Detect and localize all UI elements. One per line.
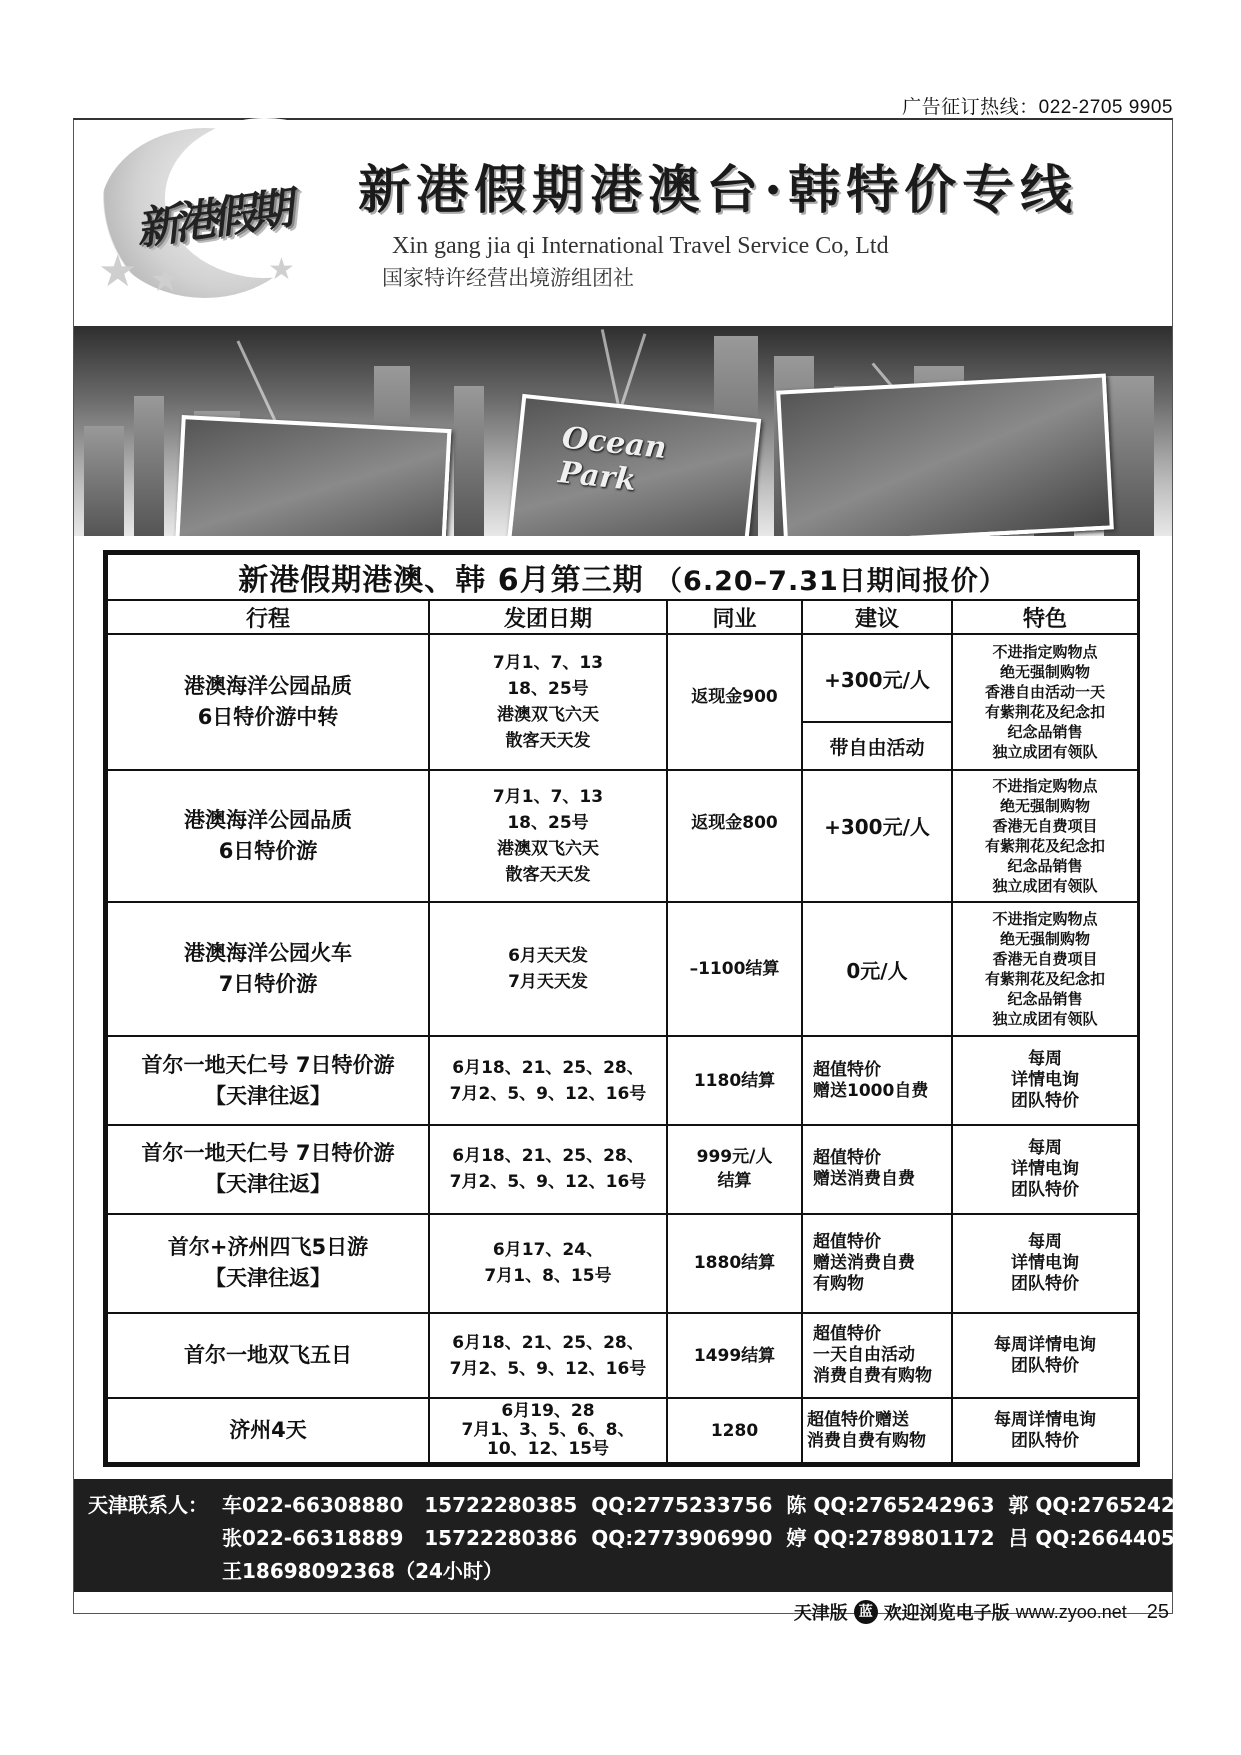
table-row <box>107 770 1138 902</box>
contact-label: 天津联系人： <box>88 1493 208 1517</box>
contact-line: 张022-66318889 15722280386 QQ:2773906990 婷 QQ:2789801172 吕 QQ:2664405498 <box>222 1526 1217 1550</box>
dates-cell: 6月18、21、25、28、 7月2、5、9、12、16号 <box>429 1036 667 1125</box>
table-row <box>107 1398 1138 1463</box>
col-header-dates: 发团日期 <box>429 600 667 633</box>
route-cell: 首尔一地天仁号 7日特价游 【天津往返】 <box>107 1036 429 1125</box>
table-row <box>107 1214 1138 1313</box>
table-row <box>107 1036 1138 1125</box>
price-cell: 1880结算 <box>667 1214 802 1313</box>
table-row <box>107 1125 1138 1214</box>
contact-line: 车022-66308880 15722280385 QQ:2775233756 陈 QQ:2765242963 郭 QQ:2765242963 <box>222 1493 1217 1517</box>
page-title: 新港假期港澳台·韩特价专线 <box>358 160 1079 221</box>
col-header-trade-price: 同业 <box>667 600 802 633</box>
price-cell: 1280 <box>667 1398 802 1463</box>
star-icon: ★ <box>150 260 181 300</box>
ocean-park-ride-photo <box>175 415 452 536</box>
table-row <box>107 902 1138 1036</box>
dates-cell: 6月天天发 7月天天发 <box>429 902 667 1036</box>
website-link[interactable]: www.zyoo.net <box>1015 1601 1127 1622</box>
col-header-features: 特色 <box>952 600 1138 633</box>
suggest-cell: 超值特价 一天自由活动 消费自费有购物 <box>802 1313 952 1399</box>
company-name-en: Xin gang jia qi International Travel Service Co, Ltd <box>392 233 889 259</box>
company-logo <box>80 128 360 308</box>
suggest-cell: +300元/人 <box>802 634 952 723</box>
suggest-cell: 超值特价 赠送1000自费 <box>802 1036 952 1125</box>
logo-text: 新港假期 <box>132 183 291 256</box>
dates-cell: 7月1、7、13 18、25号 港澳双飞六天 散客天天发 <box>429 634 667 770</box>
route-cell: 首尔一地双飞五日 <box>107 1313 429 1399</box>
suggest-cell: 超值特价赠送 消费自费有购物 <box>802 1398 952 1463</box>
table-row <box>107 1313 1138 1399</box>
col-header-suggest: 建议 <box>802 600 952 633</box>
edition-label: 天津版 <box>793 1603 848 1624</box>
table-row <box>107 634 1138 723</box>
dates-cell: 6月17、24、 7月1、8、15号 <box>429 1214 667 1313</box>
features-cell: 每周 详情电询 团队特价 <box>952 1214 1138 1313</box>
star-icon: ★ <box>98 246 138 297</box>
features-cell: 每周详情电询 团队特价 <box>952 1313 1138 1399</box>
suggest-extra-cell: 带自由活动 <box>802 722 952 769</box>
route-cell: 首尔一地天仁号 7日特价游 【天津往返】 <box>107 1125 429 1214</box>
price-cell: 1180结算 <box>667 1036 802 1125</box>
features-cell: 不进指定购物点 绝无强制购物 香港无自费项目 有紫荆花及纪念扣 纪念品销售 独立成团有领队 <box>952 770 1138 902</box>
price-cell: 1499结算 <box>667 1313 802 1399</box>
contact-strip <box>74 1479 1217 1592</box>
page-number: 25 <box>1146 1600 1169 1623</box>
ocean-park-gate-photo <box>507 394 761 536</box>
star-icon: ★ <box>268 252 295 287</box>
route-cell: 港澳海洋公园火车 7日特价游 <box>107 902 429 1036</box>
features-cell: 不进指定购物点 绝无强制购物 香港无自费项目 有紫荆花及纪念扣 纪念品销售 独立成团有领队 <box>952 902 1138 1036</box>
route-cell: 济州4天 <box>107 1398 429 1463</box>
dates-cell: 6月18、21、25、28、 7月2、5、9、12、16号 <box>429 1125 667 1214</box>
price-cell: 返现金800 <box>667 770 802 902</box>
dates-cell: 6月19、28 7月1、3、5、6、8、 10、12、15号 <box>429 1398 667 1463</box>
suggest-cell: 超值特价 赠送消费自费 有购物 <box>802 1214 952 1313</box>
route-cell: 港澳海洋公园品质 6日特价游中转 <box>107 634 429 770</box>
welcome-text: 欢迎浏览电子版 <box>883 1603 1010 1624</box>
features-cell: 每周 详情电询 团队特价 <box>952 1125 1138 1214</box>
price-cell: –1100结算 <box>667 902 802 1036</box>
disneyland-photo <box>776 373 1114 536</box>
blue-badge-icon: 蓝 <box>854 1600 878 1624</box>
price-table <box>103 550 1140 1467</box>
page-footer <box>794 1599 1169 1625</box>
price-cell: 返现金900 <box>667 634 802 770</box>
park-sign: Ocean Park <box>556 420 669 499</box>
features-cell: 不进指定购物点 绝无强制购物 香港自由活动一天 有紫荆花及纪念扣 纪念品销售 独立成团有领队 <box>952 634 1138 770</box>
contact-line: 王18698092368（24小时） <box>222 1559 503 1583</box>
dates-cell: 6月18、21、25、28、 7月2、5、9、12、16号 <box>429 1313 667 1399</box>
suggest-cell: 超值特价 赠送消费自费 <box>802 1125 952 1214</box>
price-cell: 999元/人 结算 <box>667 1125 802 1214</box>
dates-cell: 7月1、7、13 18、25号 港澳双飞六天 散客天天发 <box>429 770 667 902</box>
suggest-cell: 0元/人 <box>802 902 952 1036</box>
ad-hotline: 广告征订热线：022-2705 9905 <box>902 97 1173 118</box>
route-cell: 首尔+济州四飞5日游 【天津往返】 <box>107 1214 429 1313</box>
suggest-cell: +300元/人 <box>802 770 952 902</box>
table-period: （6.20–7.31日期间报价） <box>655 566 1007 598</box>
company-license: 国家特许经营出境游组团社 <box>382 266 634 290</box>
photo-banner <box>74 326 1172 536</box>
col-header-route: 行程 <box>107 600 429 633</box>
features-cell: 每周详情电询 团队特价 <box>952 1398 1138 1463</box>
route-cell: 港澳海洋公园品质 6日特价游 <box>107 770 429 902</box>
table-title: 新港假期港澳、韩 6月第三期 （6.20–7.31日期间报价） <box>107 554 1138 600</box>
features-cell: 每周 详情电询 团队特价 <box>952 1036 1138 1125</box>
